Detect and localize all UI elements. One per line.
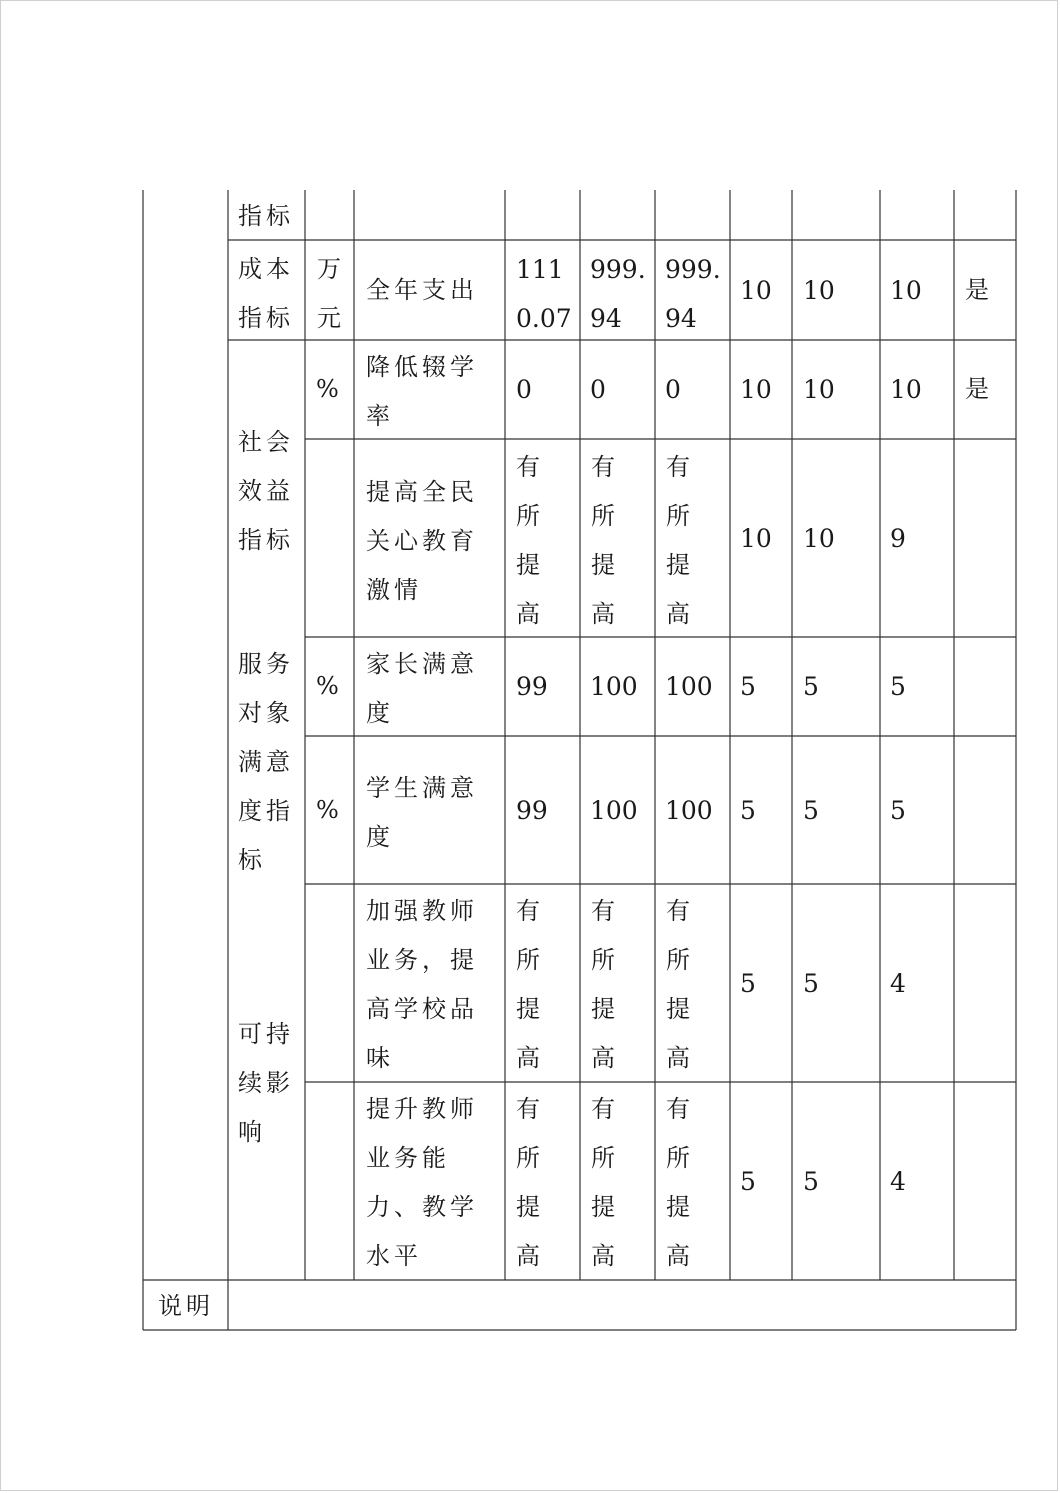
sustain-r1-target: 有 所 提 高 bbox=[516, 897, 544, 1072]
satisfaction-r1-weight: 5 bbox=[740, 672, 756, 701]
satisfaction-r2-score1: 5 bbox=[803, 795, 819, 825]
satisfaction-r1-score1: 5 bbox=[803, 672, 819, 701]
satisfaction-r2-actual2: 100 bbox=[665, 795, 713, 825]
sustain-r2-target: 有 所 提 高 bbox=[516, 1095, 544, 1270]
satisfaction-r1-score2: 5 bbox=[890, 672, 906, 701]
social-r1-score2: 10 bbox=[890, 375, 922, 404]
social-r2-target: 有 所 提 高 bbox=[516, 453, 544, 628]
social-r2-score2: 9 bbox=[890, 523, 906, 553]
satisfaction-r2-actual1: 100 bbox=[590, 795, 638, 825]
sustain-r2-indicator: 提升教师 业务能 力、教学 水平 bbox=[366, 1095, 478, 1270]
social-r2-weight: 10 bbox=[740, 523, 772, 553]
sustain-r1-actual2: 有 所 提 高 bbox=[666, 897, 694, 1072]
satisfaction-r2-score2: 5 bbox=[890, 795, 906, 825]
satisfaction-r1-actual2: 100 bbox=[665, 672, 713, 701]
sustain-r1-score2: 4 bbox=[890, 968, 906, 998]
sustain-r2-actual2: 有 所 提 高 bbox=[666, 1095, 694, 1270]
social-r1-actual1: 0 bbox=[590, 375, 606, 404]
cost-score1: 10 bbox=[803, 275, 835, 305]
satisfaction-r2-unit: % bbox=[316, 795, 339, 824]
cost-flag: 是 bbox=[965, 275, 993, 304]
sustain-r2-actual1: 有 所 提 高 bbox=[591, 1095, 619, 1270]
social-r2-indicator: 提高全民 关心教育 激情 bbox=[366, 478, 478, 604]
sustain-r2-score2: 4 bbox=[890, 1166, 906, 1196]
cost-score2: 10 bbox=[890, 275, 922, 305]
social-r2-score1: 10 bbox=[803, 523, 835, 553]
cost-actual1: 999. 94 bbox=[590, 255, 646, 333]
social-r1-target: 0 bbox=[516, 375, 532, 404]
sustain-r1-indicator: 加强教师 业务，提 高学校品 味 bbox=[366, 897, 478, 1072]
social-r1-unit: % bbox=[316, 375, 339, 403]
social-category: 社会 效益 指标 bbox=[238, 428, 294, 554]
sustain-r1-actual1: 有 所 提 高 bbox=[591, 897, 619, 1072]
satisfaction-r1-target: 99 bbox=[516, 672, 548, 701]
satisfaction-category: 服务 对象 满意 度指 标 bbox=[238, 650, 294, 874]
social-r1-indicator: 降低辍学 率 bbox=[366, 353, 478, 430]
satisfaction-r2-indicator: 学生满意 度 bbox=[366, 774, 478, 851]
sustain-r2-weight: 5 bbox=[740, 1166, 756, 1196]
social-r2-actual2: 有 所 提 高 bbox=[666, 453, 694, 628]
cost-actual2: 999. 94 bbox=[665, 255, 721, 333]
prev-category-tail: 指标 bbox=[238, 201, 294, 230]
satisfaction-r2-weight: 5 bbox=[740, 795, 756, 825]
note-label: 说明 bbox=[158, 1291, 214, 1320]
satisfaction-r1-indicator: 家长满意 度 bbox=[366, 650, 478, 727]
cost-indicator: 全年支出 bbox=[366, 275, 478, 304]
sustain-r1-score1: 5 bbox=[803, 968, 819, 998]
social-r1-weight: 10 bbox=[740, 375, 772, 404]
satisfaction-r1-unit: % bbox=[316, 672, 339, 700]
cost-target: 111 0.07 bbox=[516, 255, 572, 333]
social-r1-actual2: 0 bbox=[665, 375, 681, 404]
cost-category: 成本 指标 bbox=[238, 255, 294, 332]
cost-weight: 10 bbox=[740, 275, 772, 305]
social-r1-flag: 是 bbox=[965, 375, 993, 403]
sustain-category: 可持 续影 响 bbox=[238, 1020, 294, 1146]
satisfaction-r1-actual1: 100 bbox=[590, 672, 638, 701]
cost-unit: 万 元 bbox=[317, 255, 341, 332]
sustain-r2-score1: 5 bbox=[803, 1166, 819, 1196]
social-r1-score1: 10 bbox=[803, 375, 835, 404]
sustain-r1-weight: 5 bbox=[740, 968, 756, 998]
satisfaction-r2-target: 99 bbox=[516, 795, 548, 825]
social-r2-actual1: 有 所 提 高 bbox=[591, 453, 619, 628]
